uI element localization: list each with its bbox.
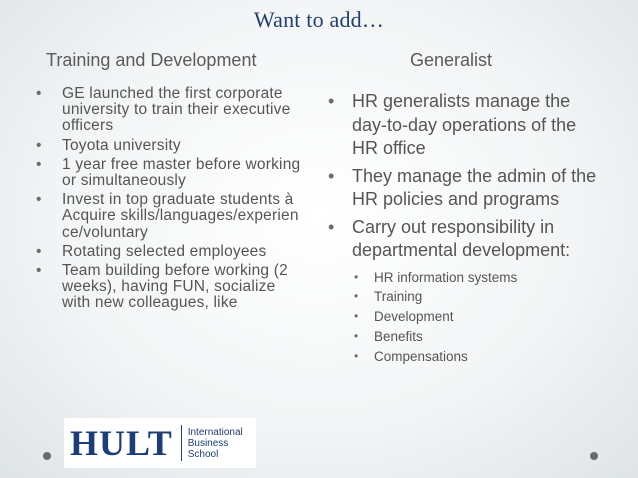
decorative-dot-right <box>590 452 598 460</box>
sub-list-item: • Compensations <box>352 347 606 367</box>
slide-title: Want to add… <box>253 7 385 32</box>
sub-list-item: • HR information systems <box>352 268 606 288</box>
logo-line: Business <box>187 437 229 449</box>
list-item <box>326 216 606 367</box>
training-bullet-list <box>36 86 306 315</box>
list-item: • Toyota university <box>36 138 306 154</box>
sub-list-item: • Benefits <box>352 327 606 347</box>
decorative-dot-left <box>43 452 51 460</box>
list-item: • HR generalists manage the day-to-day operations of the HR office <box>326 90 606 161</box>
list-item: • Invest in top graduate students à Acquire skills/languages/experience/voluntary <box>36 192 306 241</box>
development-sub-list <box>352 268 606 367</box>
left-column-heading: Training and Development <box>46 50 257 70</box>
list-item: • They manage the admin of the HR policies and programs <box>326 165 606 212</box>
list-item: • GE launched the first corporate university to train their executive officers <box>36 86 306 135</box>
hult-logo <box>64 418 256 468</box>
logo-wordmark: HULT <box>70 423 173 463</box>
right-column-heading: Generalist <box>410 50 493 70</box>
list-item-text: Carry out responsibility in departmental development: <box>352 216 571 260</box>
sub-list-item: • Development <box>352 307 606 327</box>
list-item: • 1 year free master before working or simultaneously <box>36 157 306 189</box>
list-item: • Team building before working (2 weeks), having FUN, socialize with new colleagues, like <box>36 263 306 312</box>
sub-list-item: • Training <box>352 287 606 307</box>
logo-subtitle <box>188 427 243 460</box>
logo-line: International <box>187 426 243 438</box>
generalist-bullet-list <box>326 90 606 370</box>
list-item: • Rotating selected employees <box>36 244 306 260</box>
logo-divider <box>181 425 182 461</box>
logo-line: School <box>187 448 219 460</box>
